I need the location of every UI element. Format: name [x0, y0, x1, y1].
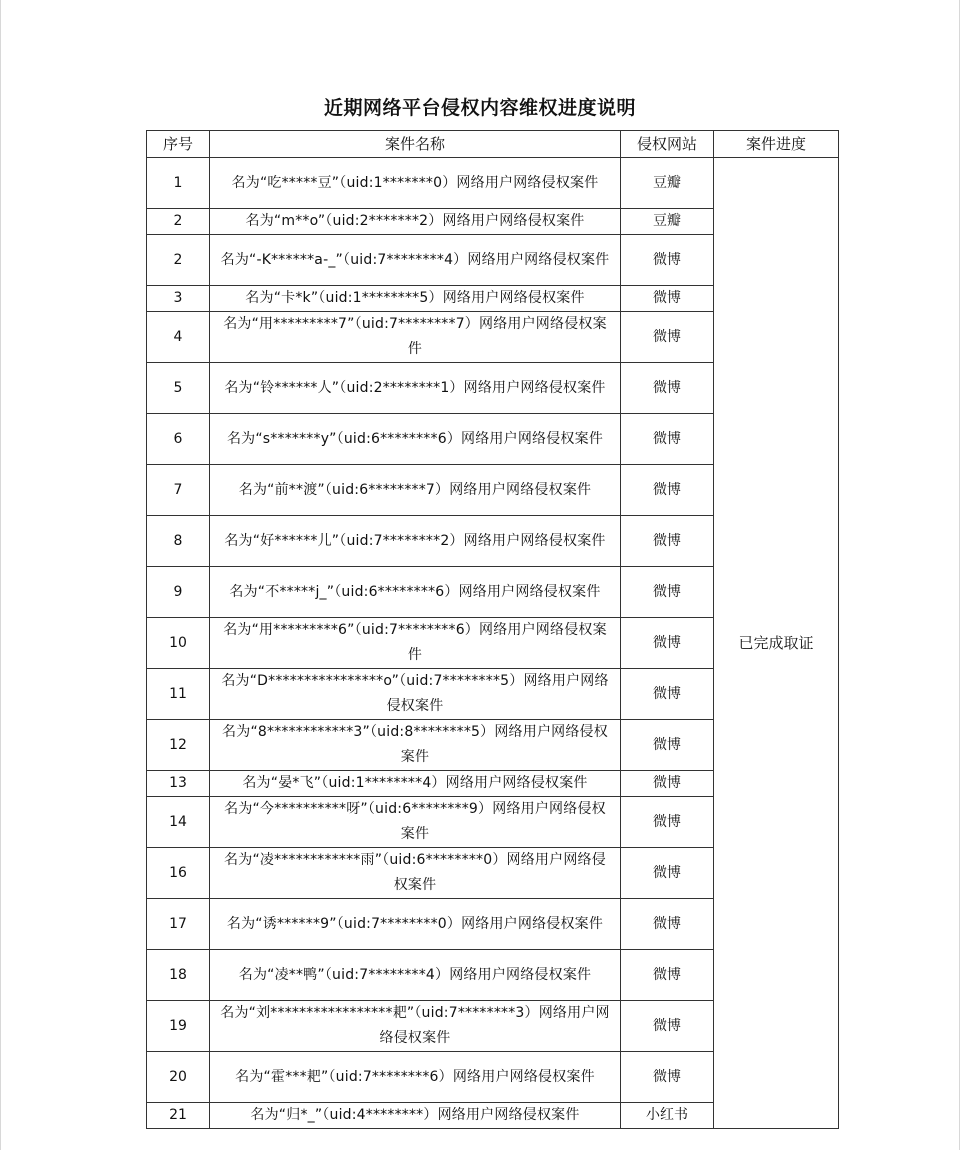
case-name: 名为“用*********7”（uid:7********7）网络用户网络侵权案件 [210, 312, 621, 363]
case-name: 名为“不*****j_”（uid:6********6）网络用户网络侵权案件 [210, 567, 621, 618]
site-name: 微博 [621, 1001, 714, 1052]
case-name: 名为“刘*****************耙”（uid:7********3）网络用户网络侵权案件 [210, 1001, 621, 1052]
case-name: 名为“m**o”（uid:2*******2）网络用户网络侵权案件 [210, 209, 621, 235]
row-no: 12 [147, 720, 210, 771]
case-name: 名为“用*********6”（uid:7********6）网络用户网络侵权案件 [210, 618, 621, 669]
row-no: 13 [147, 771, 210, 797]
header-site: 侵权网站 [621, 131, 714, 158]
header-name: 案件名称 [210, 131, 621, 158]
case-name: 名为“诱******9”（uid:7********0）网络用户网络侵权案件 [210, 899, 621, 950]
row-no: 11 [147, 669, 210, 720]
case-name: 名为“好******儿”（uid:7********2）网络用户网络侵权案件 [210, 516, 621, 567]
row-no: 14 [147, 797, 210, 848]
table-header-row [147, 131, 839, 158]
case-progress: 已完成取证 [714, 158, 839, 1129]
site-name: 微博 [621, 848, 714, 899]
row-no: 7 [147, 465, 210, 516]
row-no: 2 [147, 235, 210, 286]
site-name: 微博 [621, 950, 714, 1001]
site-name: 微博 [621, 899, 714, 950]
document-title: 近期网络平台侵权内容维权进度说明 [323, 97, 636, 119]
case-name: 名为“凌************雨”（uid:6********0）网络用户网络侵权案件 [210, 848, 621, 899]
case-name: 名为“s*******y”（uid:6********6）网络用户网络侵权案件 [210, 414, 621, 465]
site-name: 微博 [621, 235, 714, 286]
case-name: 名为“霍***耙”（uid:7********6）网络用户网络侵权案件 [210, 1052, 621, 1103]
case-name: 名为“-K******a-_”（uid:7********4）网络用户网络侵权案件 [210, 235, 621, 286]
row-no: 6 [147, 414, 210, 465]
table-row [147, 158, 839, 209]
row-no: 3 [147, 286, 210, 312]
site-name: 微博 [621, 286, 714, 312]
site-name: 微博 [621, 363, 714, 414]
row-no: 21 [147, 1103, 210, 1129]
case-name: 名为“前**渡”（uid:6********7）网络用户网络侵权案件 [210, 465, 621, 516]
row-no: 10 [147, 618, 210, 669]
site-name: 微博 [621, 1052, 714, 1103]
site-name: 微博 [621, 669, 714, 720]
site-name: 微博 [621, 312, 714, 363]
row-no: 20 [147, 1052, 210, 1103]
case-name: 名为“归*_”（uid:4********）网络用户网络侵权案件 [210, 1103, 621, 1129]
site-name: 微博 [621, 414, 714, 465]
case-name: 名为“晏*飞”（uid:1********4）网络用户网络侵权案件 [210, 771, 621, 797]
row-no: 16 [147, 848, 210, 899]
row-no: 8 [147, 516, 210, 567]
row-no: 1 [147, 158, 210, 209]
site-name: 豆瓣 [621, 158, 714, 209]
header-progress: 案件进度 [714, 131, 839, 158]
row-no: 9 [147, 567, 210, 618]
site-name: 微博 [621, 720, 714, 771]
row-no: 4 [147, 312, 210, 363]
table-body [147, 158, 839, 1129]
site-name: 微博 [621, 797, 714, 848]
site-name: 豆瓣 [621, 209, 714, 235]
row-no: 18 [147, 950, 210, 1001]
case-name: 名为“凌**鸭”（uid:7********4）网络用户网络侵权案件 [210, 950, 621, 1001]
site-name: 微博 [621, 771, 714, 797]
case-table [146, 130, 839, 1129]
case-name: 名为“吃*****豆”（uid:1*******0）网络用户网络侵权案件 [210, 158, 621, 209]
row-no: 17 [147, 899, 210, 950]
case-name: 名为“D****************o”（uid:7********5）网络用户网络侵权案件 [210, 669, 621, 720]
site-name: 微博 [621, 516, 714, 567]
case-name: 名为“8************3”（uid:8********5）网络用户网络侵权案件 [210, 720, 621, 771]
case-name: 名为“铃******人”（uid:2********1）网络用户网络侵权案件 [210, 363, 621, 414]
site-name: 小红书 [621, 1103, 714, 1129]
row-no: 19 [147, 1001, 210, 1052]
row-no: 5 [147, 363, 210, 414]
case-name: 名为“卡*k”（uid:1********5）网络用户网络侵权案件 [210, 286, 621, 312]
site-name: 微博 [621, 465, 714, 516]
site-name: 微博 [621, 567, 714, 618]
site-name: 微博 [621, 618, 714, 669]
row-no: 2 [147, 209, 210, 235]
header-no: 序号 [147, 131, 210, 158]
case-name: 名为“今**********呀”（uid:6********9）网络用户网络侵权案件 [210, 797, 621, 848]
